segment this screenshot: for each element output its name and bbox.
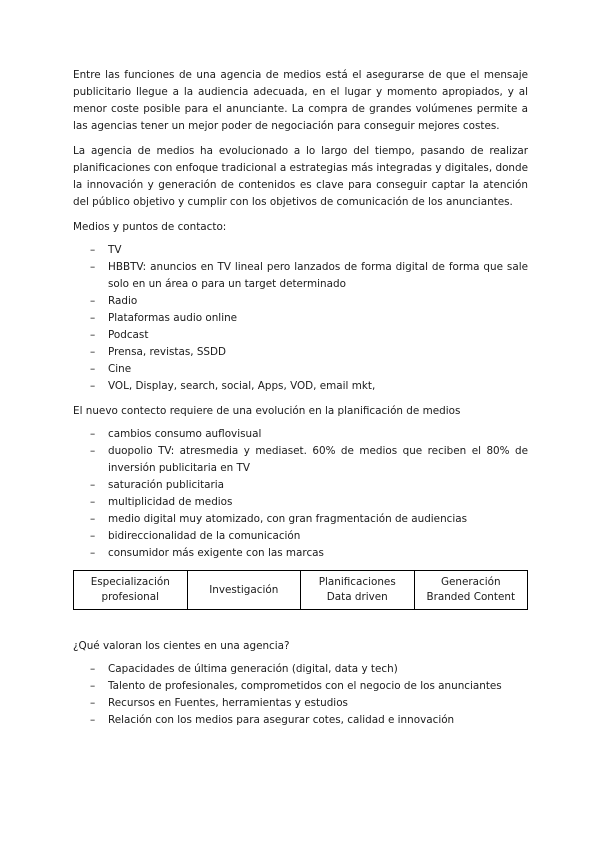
list-item: – medio digital muy atomizado, con gran fragmentación de audiencias [73,511,528,528]
cell-line: profesional [101,591,160,603]
media-section-title: Medios y puntos de contacto: [73,221,227,233]
list-item: – multiplicidad de medios [73,494,528,511]
list-item: – cambios consumo auflovisual [73,426,528,443]
clients-list [73,661,528,729]
list-item: – HBBTV: anuncios en TV lineal pero lanzados de forma digital de forma que sale solo en un área o para un target determinado [73,259,528,293]
intro-paragraph-1: Entre las funciones de una agencia de medios está el asegurarse de que el mensaje publicitario llegue a la audiencia adecuada, en el lugar y momento apropiados, y al menor coste posible para el anunciante. La compra de grandes volúmenes permite a las agencias tener un mejor poder de negociación para conseguir mejores costes. [73,69,528,132]
agency-capabilities-table [73,570,528,610]
list-item: – Radio [73,293,528,310]
list-item: – Podcast [73,327,528,344]
list-item: – duopolio TV: atresmedia y mediaset. 60% de medios que reciben el 80% de inversión publicitaria en TV [73,443,528,477]
list-item: – Plataformas audio online [73,310,528,327]
table-cell-generacion [414,571,528,610]
table-row [74,571,528,610]
cell-line: Investigación [209,583,279,596]
clients-section-title: ¿Qué valoran los cientes en una agencia? [73,640,290,652]
list-item: – Recursos en Fuentes, herramientas y estudios [73,695,528,712]
media-list [73,242,528,395]
cell-line: Generación [440,576,501,588]
table-cell-especializacion [74,571,188,610]
list-item: – Talento de profesionales, comprometidos con el negocio de los anunciantes [73,678,528,695]
list-item: – Prensa, revistas, SSDD [73,344,528,361]
context-section-title: El nuevo contecto requiere de una evolución en la planificación de medios [73,405,461,417]
list-item: – saturación publicitaria [73,477,528,494]
cell-line: Especialización [90,576,170,588]
context-list [73,426,528,562]
list-item: – Relación con los medios para asegurar cotes, calidad e innovación [73,712,528,729]
cell-line: Branded Content [426,591,516,603]
table-cell-planificaciones [301,571,415,610]
list-item: – Cine [73,361,528,378]
list-item: – TV [73,242,528,259]
list-item: – consumidor más exigente con las marcas [73,545,528,562]
cell-line: Planificaciones [318,576,396,588]
document-page [73,67,528,729]
cell-line: Data driven [326,591,388,603]
intro-paragraph-2: La agencia de medios ha evolucionado a lo largo del tiempo, pasando de realizar planificaciones con enfoque tradicional a estrategias más integradas y digitales, donde la innovación y generación de contenidos es clave para conseguir captar la atención del público objetivo y cumplir con los objetivos de comunicación de los anunciantes. [73,145,528,208]
list-item: – Capacidades de última generación (digital, data y tech) [73,661,528,678]
list-item: – bidireccionalidad de la comunicación [73,528,528,545]
list-item: – VOL, Display, search, social, Apps, VOD, email mkt, [73,378,528,395]
table-cell-investigacion [187,571,301,610]
